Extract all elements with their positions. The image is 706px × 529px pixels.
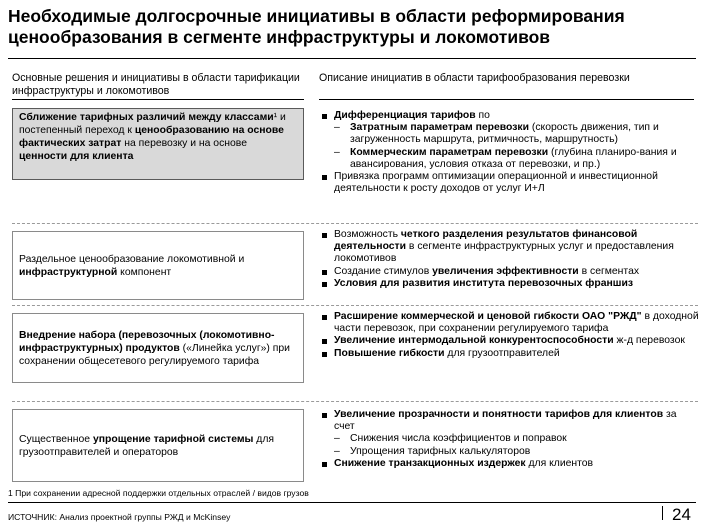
bullet-item — [319, 409, 699, 433]
initiative-text — [19, 433, 297, 459]
page-number-divider — [662, 506, 663, 520]
text: ¹ и постепенный переход к — [19, 112, 286, 136]
bullet-item — [319, 266, 699, 278]
sub-bullet-item — [319, 446, 699, 458]
bold-text: Дифференциация тарифов — [334, 110, 476, 121]
bold-text: Сближение тарифных различий между классами — [19, 112, 274, 123]
bold-text: четкого разделения результатов финансовой деятельности — [334, 229, 638, 253]
bullet-item — [319, 278, 699, 290]
text: Снижения числа коэффициентов и поправок — [350, 433, 567, 445]
left-column-header: Основные решения и инициативы в области тарификации инфраструктуры и локомотивов — [12, 72, 300, 97]
page-title: Необходимые долгосрочные инициативы в области реформирования ценообразования в сегменте инфраструктуры и локомотивов — [8, 6, 625, 47]
text: в сегментах — [578, 265, 640, 277]
bullet-item — [319, 110, 699, 122]
text: по — [475, 110, 490, 121]
text: в сегменте инфраструктурных услуг и предоставления локомотивов — [334, 241, 674, 265]
text: за счет — [334, 409, 677, 433]
row-separator-3 — [12, 401, 698, 402]
text: Возможность — [334, 229, 401, 240]
row-separator-2 — [12, 305, 698, 306]
text: (глубина планиро-вания и авансирования, условия отказа от перевозки, и пр.) — [350, 146, 677, 170]
bold-text: Расширение коммерческой и ценовой гибкости ОАО "РЖД" — [334, 311, 642, 322]
source-note: ИСТОЧНИК: Анализ проектной группы РЖД и McKinsey — [8, 512, 231, 522]
bullet-item — [319, 171, 699, 195]
text: на перевозку и на основе — [121, 138, 247, 149]
bullet-item — [319, 229, 699, 266]
text: Упрощения тарифных калькуляторов — [350, 445, 531, 457]
title-divider — [8, 58, 696, 59]
bullet-item — [319, 458, 699, 470]
sub-bullet-item — [319, 433, 699, 445]
text: Привязка программ оптимизации операционной и инвестиционной деятельности к росту доходов от услуг И+Л — [334, 171, 658, 195]
bold-text: Повышение гибкости — [334, 347, 445, 359]
bold-text: Увеличение прозрачности и понятности тарифов для клиентов — [334, 409, 664, 420]
description-block-4 — [319, 409, 699, 470]
initiative-box-3 — [12, 313, 304, 383]
text: ж-д перевозок — [613, 335, 685, 347]
bold-text: Внедрение набора (перевозочных (локомотивно-инфраструктурных) продуктов — [19, 329, 275, 354]
bold-text: увеличения эффективности — [432, 265, 579, 277]
initiative-box-4 — [12, 409, 304, 482]
text: Создание стимулов — [334, 265, 433, 277]
right-column-rule — [319, 99, 694, 100]
text: компонент — [117, 266, 172, 278]
dash-marker: – — [334, 433, 340, 445]
text: в доходной части перевозок, при сохранении регулируемого тарифа — [334, 311, 699, 335]
dash-marker: – — [334, 146, 340, 158]
initiative-box-1 — [12, 108, 304, 180]
initiative-box-2 — [12, 231, 304, 300]
bold-text: Увеличение интермодальной конкурентоспособности — [334, 335, 614, 347]
bottom-divider — [8, 502, 696, 503]
text: (скорость движения, тип и загруженность маршрута, ритмичность, маршрутность) — [350, 122, 659, 146]
bold-text: Снижение транзакционных издержек — [334, 457, 526, 469]
bullet-item — [319, 348, 699, 360]
bold-text: инфраструктурной — [19, 266, 118, 278]
dash-marker: – — [334, 445, 340, 457]
initiative-text — [19, 329, 297, 368]
description-block-1 — [319, 110, 699, 195]
footnote: 1 При сохранении адресной поддержки отдельных отраслей / видов грузов — [8, 488, 309, 498]
sub-bullet-item — [319, 147, 699, 171]
text: для клиентов — [525, 457, 594, 469]
bullet-item — [319, 335, 699, 347]
bullet-item — [319, 311, 699, 335]
page-number: 24 — [672, 505, 691, 524]
bold-text: Коммерческим параметрам перевозки — [350, 146, 549, 158]
sub-bullet-item — [319, 122, 699, 146]
bold-text: Условия для развития института перевозочных франшиз — [334, 277, 634, 289]
dash-marker: – — [334, 122, 340, 134]
text: для грузоотправителей — [444, 347, 560, 359]
text: («Линейка услуг») при сохранении общесетевого регулируемого тарифа — [19, 342, 290, 367]
description-block-2 — [319, 229, 699, 290]
text: для грузоотправителей и операторов — [19, 433, 275, 458]
left-column-rule — [12, 99, 304, 100]
bold-text: ценообразованию на основе фактических затрат — [19, 125, 284, 149]
bold-text: Затратным параметрам перевозки — [350, 122, 530, 134]
right-column-header: Описание инициатив в области тарифообразования перевозки — [319, 72, 630, 84]
text: и — [235, 253, 245, 265]
initiative-text — [19, 253, 297, 279]
row-separator-1 — [12, 223, 698, 224]
text: Существенное — [19, 433, 93, 445]
bold-text: ценности для клиента — [19, 151, 134, 162]
bold-text: упрощение тарифной системы — [92, 433, 254, 445]
initiative-text — [19, 111, 297, 163]
text: Раздельное ценообразование локомотивной — [19, 253, 236, 265]
description-block-3 — [319, 311, 699, 360]
